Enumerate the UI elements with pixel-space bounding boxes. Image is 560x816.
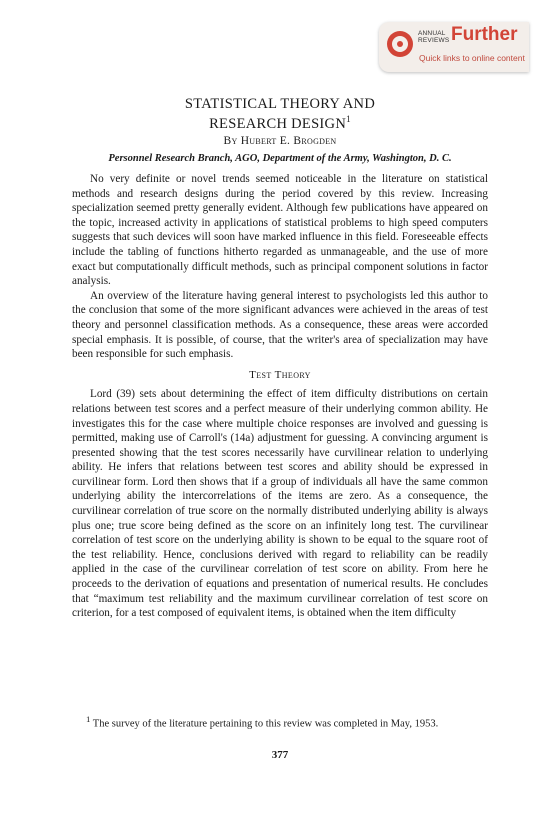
- badge-quick-links-label: Quick links to online content: [419, 53, 525, 63]
- title-line-2-text: RESEARCH DESIGN: [209, 115, 347, 132]
- badge-further-label: Further: [451, 24, 518, 45]
- annual-reviews-logo-icon: [387, 31, 413, 57]
- article-body: [72, 172, 488, 621]
- title-line-2: [0, 112, 560, 132]
- intro-paragraph-2: An overview of the literature having general interest to psychologists led this author to the conclusion that some of the more significant advances were achieved in the areas of test theory and personnel classification methods. As a consequence, these areas were accorded special emphasis. It is possible, of course, that the writer's area of specialization may have been responsible for such emphasis.: [72, 289, 488, 361]
- badge-annual-label: ANNUAL: [418, 30, 446, 37]
- footnote: [72, 712, 488, 732]
- title-line-1: STATISTICAL THEORY AND: [184, 96, 376, 112]
- badge-reviews-label: REVIEWS: [418, 37, 450, 44]
- badge-annual-reviews: [418, 30, 449, 44]
- footnote-text: The survey of the literature pertaining to this review was completed in May, 1953.: [90, 718, 439, 730]
- intro-paragraph-1: No very definite or novel trends seemed noticeable in the literature on statistical methods and research designs during the period covered by this review. Increasing specialization seemed pretty generally evident. Although few publications have appeared on the topic, increased activity in applications of statistical problems to high speed computers suggests that such devices will soon have marked influence in this field. Foreseeable effects include the tabling of functions hitherto regarded as unmanageable, and the use of more exact but computationally difficult methods, such as principal component solutions in factor analysis.: [72, 173, 488, 288]
- author-byline: By Hubert E. Brogden: [223, 135, 337, 147]
- article-title: [0, 97, 560, 132]
- further-badge[interactable]: [379, 22, 529, 72]
- page-number: 377: [271, 749, 289, 761]
- section-heading: Test Theory: [249, 368, 311, 381]
- author-affiliation: Personnel Research Branch, AGO, Department of the Army, Washington, D. C.: [108, 153, 452, 164]
- footnote-mark: 1: [86, 714, 91, 724]
- title-footnote-mark[interactable]: 1: [346, 114, 351, 124]
- section-paragraph: Lord (39) sets about determining the effect of item difficulty distributions on certain relations between test scores and a perfect measure of their underlying common ability. He investigates this for the case where multiple choice responses are involved and guessing is permitted, making use of Carroll's (14a) adjustment for guessing. A convincing argument is presented showing that the test scores necessarily have curvilinear relation to underlying ability. He infers that relations between test scores and ability should be expressed in curvilinear form. Lord then shows that if a group of individuals all have the same common underlying ability the intercorrelations of the items are zero. As a consequence, the curvilinear correlation of true score on the normally distributed underlying ability is always plus one; true score being defined as the score on an infinitely long test. The curvilinear correlation of test score on the underlying ability is shown to be equal to the square root of the test reliability. Hence, conclusions derived with regard to reliability can be readily applied in the case of the curvilinear correlation of test score on ability. From here he proceeds to the derivation of equations and presentation of numerical results. He concludes that “maximum test reliability and the maximum curvilinear correlation of test score on criterion, for a test composed of equivalent items, is obtained when the item difficulty: [72, 388, 488, 620]
